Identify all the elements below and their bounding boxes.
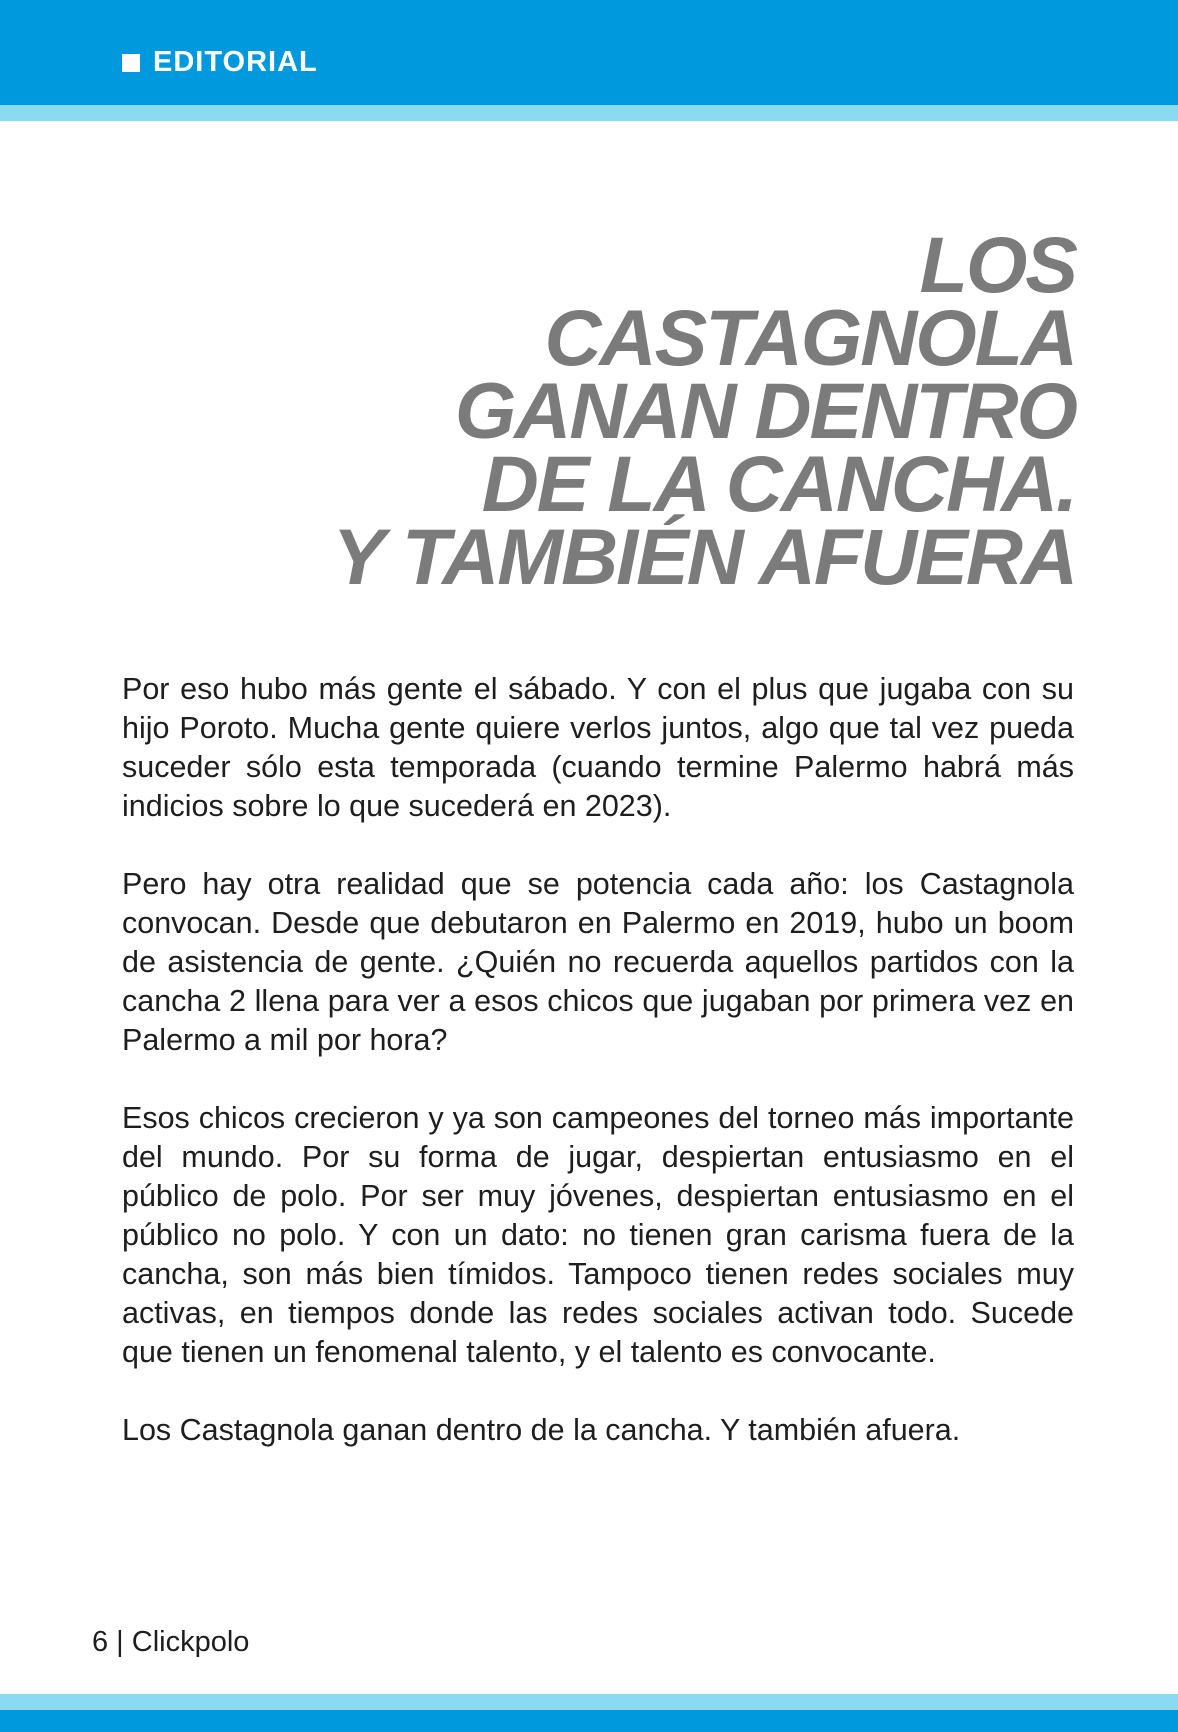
headline-line: GANAN DENTRO xyxy=(454,366,1076,455)
page-footer: 6 | Clickpolo xyxy=(92,1626,250,1658)
headline-line: LOS xyxy=(919,220,1076,309)
headline-line: CASTAGNOLA xyxy=(544,293,1076,382)
article-body xyxy=(122,670,1074,1489)
header-accent-stripe xyxy=(0,105,1178,121)
headline-line: Y TAMBIÉN AFUERA xyxy=(332,512,1076,601)
headline-line: DE LA CANCHA. xyxy=(481,439,1076,528)
section-title: EDITORIAL xyxy=(153,46,318,78)
headline xyxy=(176,220,1076,601)
paragraph: Por eso hubo más gente el sábado. Y con el plus que jugaba con su hijo Poroto. Mucha gente quiere verlos juntos, algo que tal vez pueda suceder sólo esta temporada (cuando termine Palermo habrá más indicios sobre lo que sucederá en 2023). xyxy=(122,672,1074,823)
square-bullet-icon xyxy=(122,54,140,72)
footer-accent-stripe xyxy=(0,1694,1178,1710)
closing-paragraph: Los Castagnola ganan dentro de la cancha. Y también afuera. xyxy=(122,1413,961,1447)
footer-bar xyxy=(0,1710,1178,1732)
section-label xyxy=(122,48,318,77)
paragraph: Esos chicos crecieron y ya son campeones del torneo más importante del mundo. Por su forma de jugar, despiertan entusiasmo en el público de polo. Por ser muy jóvenes, despiertan entusiasmo en el público no polo. Y con un dato: no tienen gran carisma fuera de la cancha, son más bien tímidos. Tampoco tienen redes sociales muy activas, en tiempos donde las redes sociales activan todo. Sucede que tienen un fenomenal talento, y el talento es convocante. xyxy=(122,1101,1074,1369)
paragraph: Pero hay otra realidad que se potencia cada año: los Castagnola convocan. Desde que debutaron en Palermo en 2019, hubo un boom de asistencia de gente. ¿Quién no recuerda aquellos partidos con la cancha 2 llena para ver a esos chicos que jugaban por primera vez en Palermo a mil por hora? xyxy=(122,867,1074,1057)
